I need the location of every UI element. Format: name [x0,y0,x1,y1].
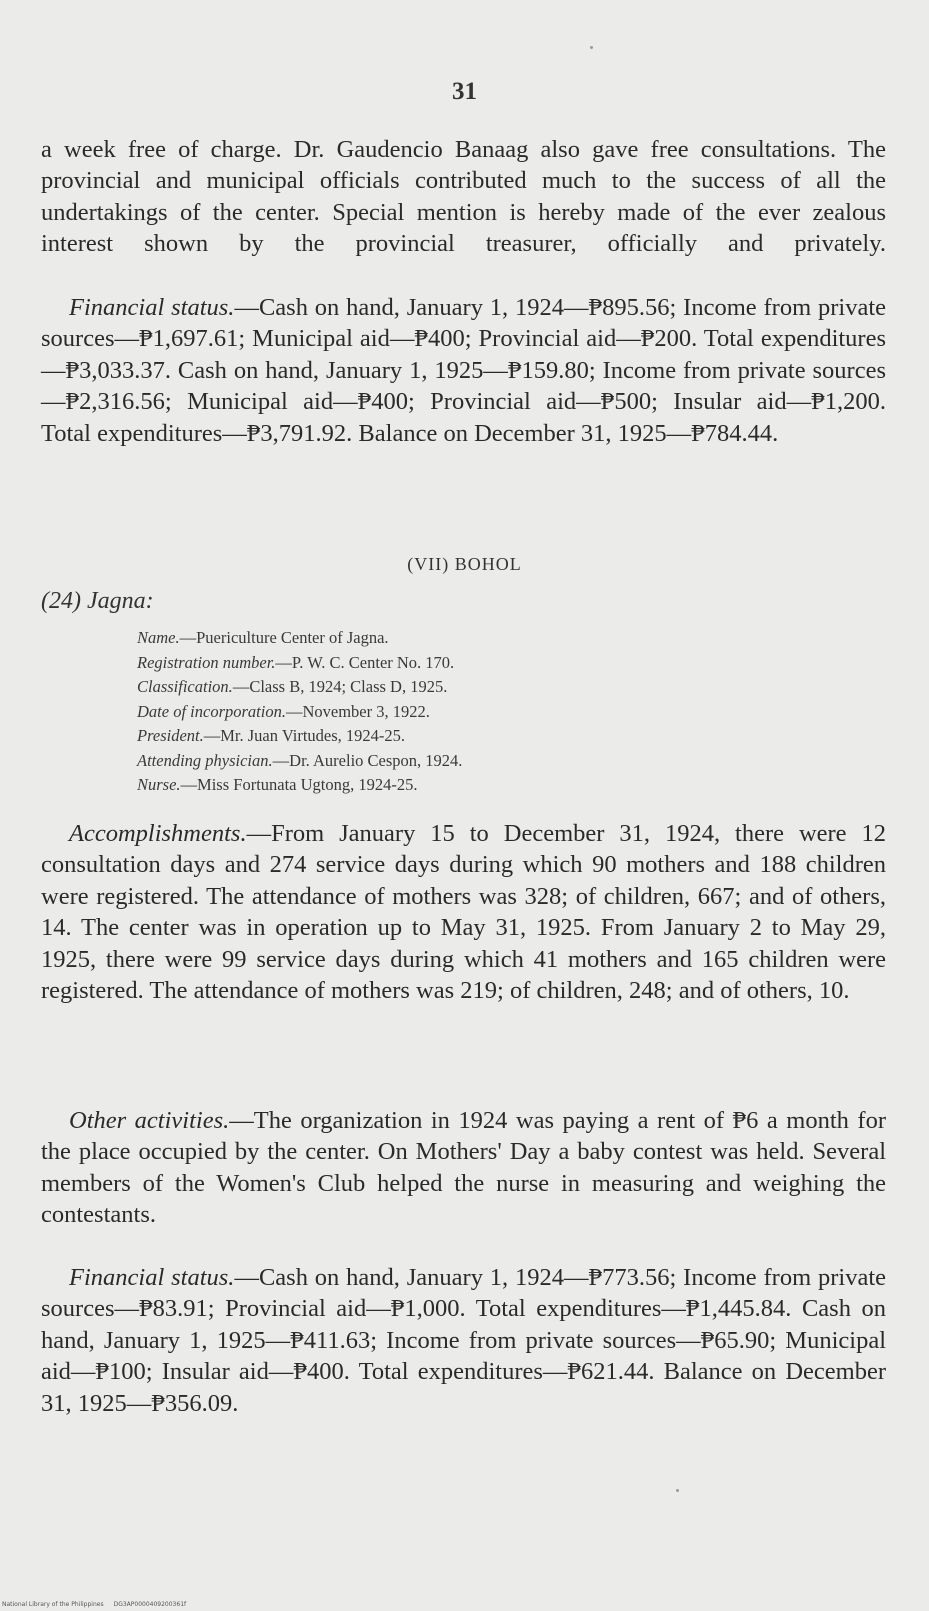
accomplishments-lead: Accomplishments. [69,820,247,847]
other-activities-paragraph [41,1105,886,1231]
center-details [137,626,757,798]
financial-status-paragraph-1 [41,292,886,449]
section-heading: (VII) BOHOL [407,554,522,574]
detail-name: Name.—Puericulture Center of Jagna. [137,628,389,647]
entry-heading: (24) Jagna: [41,588,154,614]
financial-status-text-1: —Cash on hand, January 1, 1924—₱895.56; Income from private sources—₱1,697.61; Municipal aid—₱400; Provincial aid—₱200. Total expenditures—₱3,033.37. Cash on hand, January 1, 1925—₱159.80; Income from private sources—₱2,316.56; Municipal aid—₱400; Provincial aid—₱500; Insular aid—₱1,200. Total expenditures—₱3,791.92. Balance on December 31, 1925—₱784.44. [41,294,887,447]
detail-attending-physician: Attending physician.—Dr. Aurelio Cespon, 1924. [137,750,463,770]
footer-code: DG3AP0000409200361f [113,1601,187,1608]
paper-speck [590,46,593,49]
scan-footer [2,1601,186,1608]
footer-library: National Library of the Philippines [2,1601,104,1608]
page-number: 31 [452,78,477,105]
financial-status-lead-2: Financial status. [69,1264,235,1291]
financial-status-lead-1: Financial status. [69,294,235,321]
intro-paragraph: a week free of charge. Dr. Gaudencio Banaag also gave free consultations. The provincial and municipal officials contributed much to the success of all the undertakings of the center. Special mention is hereby made of the ever zealous interest shown by the provincial treasurer, officially and privately. [41,136,886,258]
detail-president: President.—Mr. Juan Virtudes, 1924-25. [137,726,406,745]
accomplishments-paragraph [41,818,886,1006]
paper-speck [676,1489,679,1492]
other-activities-lead: Other activities. [69,1107,230,1134]
detail-date-of-incorporation: Date of incorporation.—November 3, 1922. [137,701,430,721]
detail-nurse: Nurse.—Miss Fortunata Ugtong, 1924-25. [137,775,418,794]
detail-registration-number: Registration number.—P. W. C. Center No. 170. [137,652,455,672]
financial-status-text-2: —Cash on hand, January 1, 1924—₱773.56; Income from private sources—₱83.91; Provincial aid—₱1,000. Total expenditures—₱1,445.84. Cash on hand, January 1, 1925—₱411.63; Income from private sources—₱65.90; Municipal aid—₱100; Insular aid—₱400. Total expenditures—₱621.44. Balance on December 31, 1925—₱356.09. [41,1264,887,1417]
financial-status-paragraph-2 [41,1262,886,1419]
detail-classification: Classification.—Class B, 1924; Class D, 1925. [137,677,448,696]
other-activities-text: —The organization in 1924 was paying a rent of ₱6 a month for the place occupied by the center. On Mothers' Day a baby contest was held. Several members of the Women's Club helped the nurse in measuring and weighing the contestants. [41,1107,886,1229]
accomplishments-text: —From January 15 to December 31, 1924, there were 12 consultation days and 274 service days during which 90 mothers and 188 children were registered. The attendance of mothers was 328; of children, 667; and of others, 14. The center was in operation up to May 31, 1925. From January 2 to May 29, 1925, there were 99 service days during which 41 mothers and 165 children were registered. The attendance of mothers was 219; of children, 248; and of others, 10. [41,820,886,1005]
